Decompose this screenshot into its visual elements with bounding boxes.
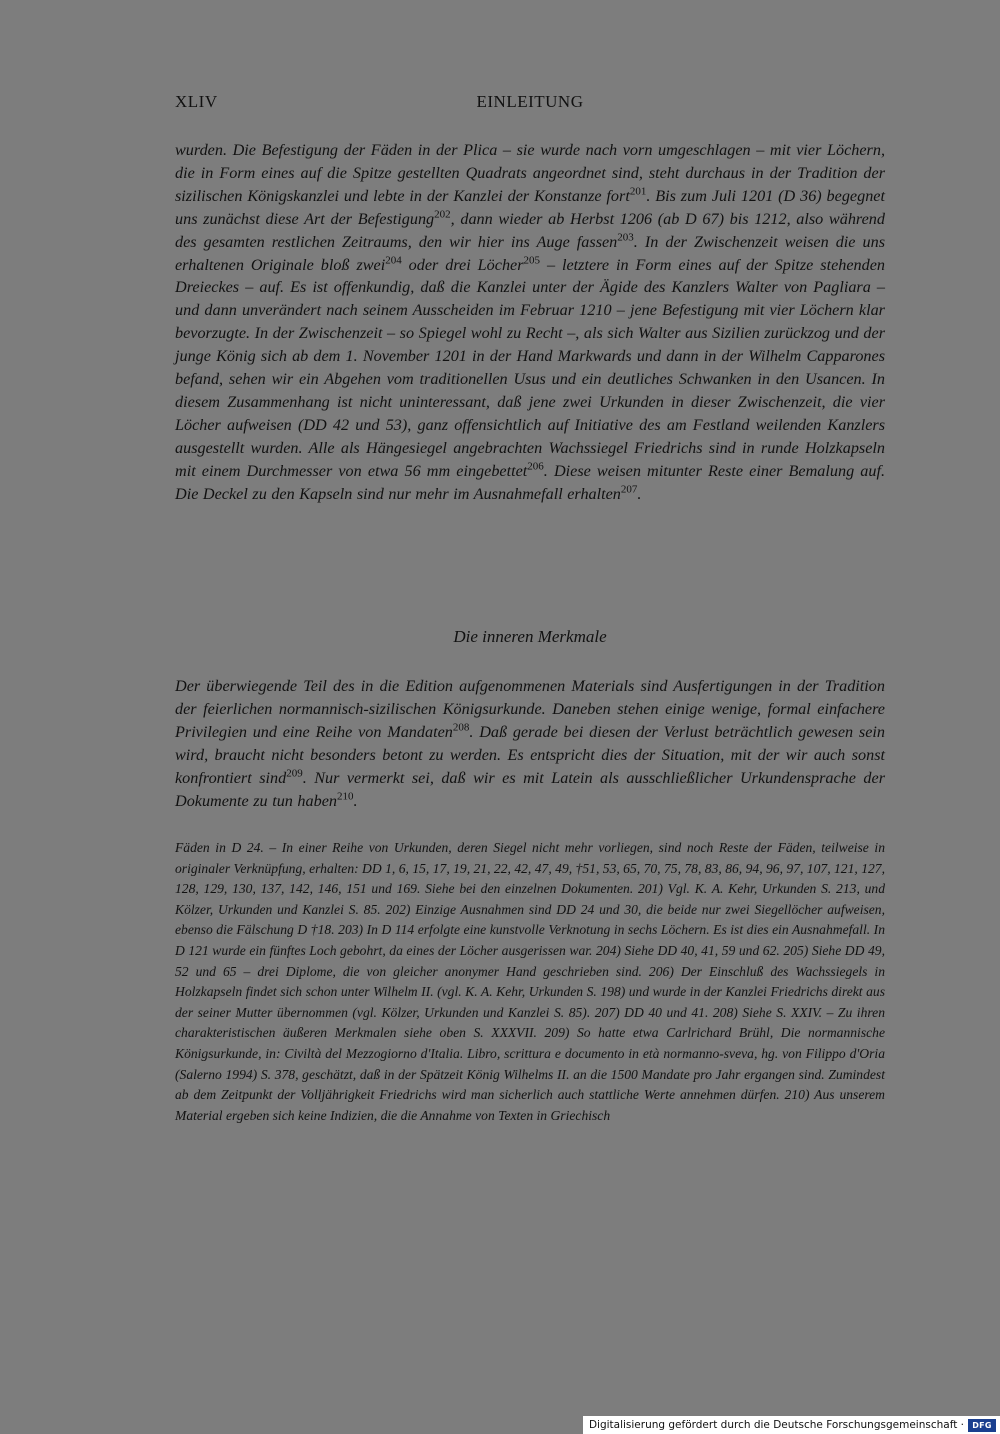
footnote-ref: 202 [434, 208, 451, 221]
footnote-ref: 201 [629, 185, 647, 198]
footnotes: Fäden in D 24. – In einer Reihe von Urkunden, deren Siegel nicht mehr vorliegen, sind noch Reste der Fäden, teilweise in originaler Verknüpfung, erhalten: DD 1, 6, 15, 17, 19, 21, 22, 42, 47, 49, †51, 53, 65, 70, 75, 78, 83, 86, 94, 96, 97, 107, 121, 127, 128, 129, 130, 137, 142, 146, 151 und 169. Siehe bei den einzelnen Dokumenten. 201) Vgl. K. A. Kehr, Urkunden S. 213, und Kölzer, Urkunden und Kanzlei S. 85. 202) Einzige Ausnahmen sind DD 24 und 30, die beide nur zwei Siegellöcher aufweisen, ebenso die Fälschung D †18. 203) In D 114 erfolgte eine kunstvolle Verknotung in sechs Löchern. Es ist dies ein Ausnahmefall. In D 121 wurde ein fünftes Loch gebohrt, da eines der Löcher ausgerissen war. 204) Siehe DD 40, 41, 59 und 62. 205) Siehe DD 49, 52 und 65 – drei Diplome, die von gleicher anonymer Hand geschrieben sind. 206) Der Einschluß des Wachssiegels in Holzkapseln findet sich schon unter Wilhelm II. (vgl. K. A. Kehr, Urkunden S. 198) und wurde in der Kanzlei Friedrichs direkt aus der seiner Mutter übernommen (vgl. Kölzer, Urkunden und Kanzlei S. 85). 207) DD 40 und 41. 208) Siehe S. XXIV. – Zu ihren charakteristischen äußeren Merkmalen siehe oben S. XXXVII. 209) So hatte etwa Carlrichard Brühl, Die normannische Königsurkunde, in: Civiltà del Mezzogiorno d'Italia. Libro, scrittura e documento in età normanno-sveva, hg. von Filippo d'Oria (Salerno 1994) S. 378, geschätzt, daß in der Spätzeit König Wilhelms II. an die 1500 Mandate pro Jahr ergangen sind. Zumindest ab dem Zeitpunkt der Volljährigkeit Friedrichs wird man sicherlich auch stattliche Werte annehmen dürfen. 210) Aus unserem Material ergeben sich keine Indizien, die die Annahme von Texten in Griechisch [175, 840, 885, 1123]
text-run: wurden. Die Befestigung der Fäden in der Plica – sie wurde nach vorn umgeschlagen – mit vier Löchern, die in Form eines auf die Spitze gestellten Quadrats angeordnet sind, steht durchaus in der Tradition der sizilischen Königskanzlei und lebte in der Kanzlei der Konstanze fort [175, 141, 885, 205]
paragraph-inner-features [175, 675, 885, 812]
footnote-ref: 210 [337, 790, 354, 803]
funding-text: Digitalisierung gefördert durch die Deutsche Forschungsgemeinschaft · [588, 1419, 964, 1431]
text-run: . [353, 791, 358, 810]
text-run: – letztere in Form eines auf der Spitze stehenden Dreieckes – auf. Es ist offenkundig, daß die Kanzlei unter der Ägide des Kanzlers Walter von Pagliara – und dann unverändert nach seinem Ausscheiden im Februar 1210 – jene Befestigung mit vier Löchern klar bevorzugte. In der Zwischenzeit – so Spiegel wohl zu Recht –, als sich Walter aus Sizilien zurückzog und der junge König sich ab dem 1. November 1201 in der Hand Markwards und dann in der Wilhelm Capparones befand, sehen wir ein Abgehen vom traditionellen Usus und ein deutliches Schwanken in den Usancen. In diesem Zusammenhang ist nicht uninteressant, daß jene zwei Urkunden in dieser Zwischenzeit, die vier Löcher aufweisen (DD 42 und 53), ganz offensichtlich auf Initiative des am Festland weilenden Kanzlers ausgestellt wurden. Alle als Hängesiegel angebrachten Wachssiegel Friedrichs sind in runde Holzkapseln mit einem Durchmesser von etwa 56 mm eingebettet [175, 255, 886, 480]
page-header [175, 92, 885, 116]
text-run: . In der Zwischenzeit weisen die uns erhaltenen Originale bloß zwei [175, 232, 886, 274]
text-run: . Nur vermerkt sei, daß wir es mit Latein als ausschließlicher Urkundensprache der Dokumente zu tun haben [175, 768, 885, 810]
running-title: EINLEITUNG [476, 92, 584, 111]
footnote-ref: 209 [286, 767, 303, 780]
text-run: oder drei Löcher [401, 255, 524, 274]
footnote-ref: 205 [523, 254, 541, 267]
funding-bar [583, 1416, 1000, 1434]
text-run: . Bis zum Juli 1201 (D 36) begegnet uns zunächst diese Art der Befestigung [175, 186, 885, 228]
dfg-logo-icon: DFG [968, 1419, 996, 1432]
footnote-ref: 206 [527, 460, 544, 473]
text-run: . Diese weisen mitunter Reste einer Bemalung auf. Die Deckel zu den Kapseln sind nur mehr im Ausnahmefall erhalten [175, 461, 886, 503]
text-run: , dann wieder ab Herbst 1206 (ab D 67) bis 1212, also während des gesamten restlichen Zeitraums, den wir hier ins Auge fassen [175, 209, 885, 251]
text-run: . [637, 484, 642, 503]
text-run: Der überwiegende Teil des in die Edition aufgenommenen Materials sind Ausfertigungen in der Tradition der feierlichen normannisch-sizilischen Königsurkunde. Daneben stehen einige wenige, formal einfachere Privilegien und eine Reihe von Mandaten [175, 677, 885, 741]
footnote-ref: 207 [620, 483, 638, 496]
text-run: . Daß gerade bei diesen der Verlust beträchtlich gewesen sein wird, braucht nicht besonders betont zu werden. Es entspricht dies der Situation, mit der wir auch sonst konfrontiert sind [175, 722, 885, 787]
footnote-ref: 203 [617, 231, 634, 244]
footnote-ref: 208 [452, 721, 470, 734]
section-heading: Die inneren Merkmale [453, 627, 607, 646]
paragraph-seal-attachment [175, 139, 885, 506]
page-number: XLIV [175, 92, 218, 111]
footnote-ref: 204 [385, 254, 402, 267]
